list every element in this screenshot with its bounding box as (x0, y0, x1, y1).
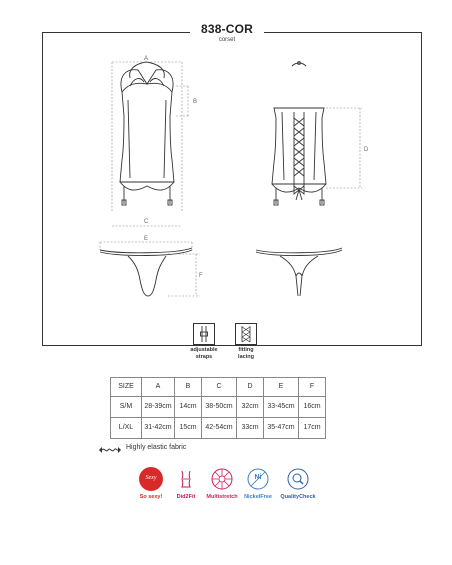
table-cell: L/XL (111, 418, 142, 439)
table-cell: S/M (111, 397, 142, 418)
table-cell: 32cm (237, 397, 264, 418)
fitting-lacing-icon (235, 323, 257, 345)
table-cell: 17cm (299, 418, 326, 439)
dimension-label-f: F (199, 273, 203, 279)
qualitycheck-icon (286, 467, 310, 491)
adjustable-straps-icon (193, 323, 215, 345)
dimension-label-a: A (144, 56, 149, 62)
model-title: 838-COR (200, 22, 254, 36)
badge-label: So sexy! (139, 494, 163, 500)
elastic-fabric-icon (98, 446, 122, 454)
title-block (190, 22, 264, 48)
table-cell: 33-45cm (264, 397, 299, 418)
table-cell: 16cm (299, 397, 326, 418)
so-sexy-icon: Sexy (139, 467, 163, 491)
size-table-header (111, 378, 326, 397)
badge-label: NickelFree (244, 494, 272, 500)
badge-label: Multistretch (206, 494, 238, 500)
feature-label: adjustable straps (190, 347, 218, 360)
feature-label: fitting lacing (238, 347, 254, 360)
table-cell: 33cm (237, 418, 264, 439)
dimension-label-c: C (144, 219, 149, 225)
badge-qualitycheck (272, 467, 324, 501)
thong-back-drawing (256, 248, 342, 296)
nickelfree-icon: Ni (246, 467, 270, 491)
back-dimension-lines (326, 108, 362, 188)
did2fit-icon (174, 467, 198, 491)
table-cell: 38-50cm (202, 397, 237, 418)
table-row (111, 397, 326, 418)
dimension-label-d: D (364, 147, 369, 153)
fabric-note: Highly elastic fabric (126, 444, 187, 451)
table-cell: F (299, 378, 326, 397)
feature-fitting-lacing (226, 323, 266, 360)
table-cell: D (237, 378, 264, 397)
feature-adjustable-straps (184, 323, 224, 360)
multistretch-icon (210, 467, 234, 491)
badge-label: QualityCheck (280, 494, 316, 500)
table-cell: 28-39cm (142, 397, 175, 418)
corset-back-drawing (272, 62, 326, 205)
dimension-label-e: E (144, 236, 149, 242)
dimension-label-b: B (193, 99, 198, 105)
size-table (110, 377, 326, 439)
table-cell: 14cm (175, 397, 202, 418)
corset-front-drawing (120, 62, 174, 205)
table-row (111, 418, 326, 439)
table-cell: C (202, 378, 237, 397)
table-cell: 31-42cm (142, 418, 175, 439)
table-cell: B (175, 378, 202, 397)
table-cell: SIZE (111, 378, 142, 397)
product-type: corset (218, 37, 236, 43)
table-cell: 15cm (175, 418, 202, 439)
table-cell: 42-54cm (202, 418, 237, 439)
badge-label: Did2Fit (176, 494, 196, 500)
table-cell: E (264, 378, 299, 397)
table-cell: 35-47cm (264, 418, 299, 439)
thong-front-drawing (100, 248, 192, 296)
table-cell: A (142, 378, 175, 397)
